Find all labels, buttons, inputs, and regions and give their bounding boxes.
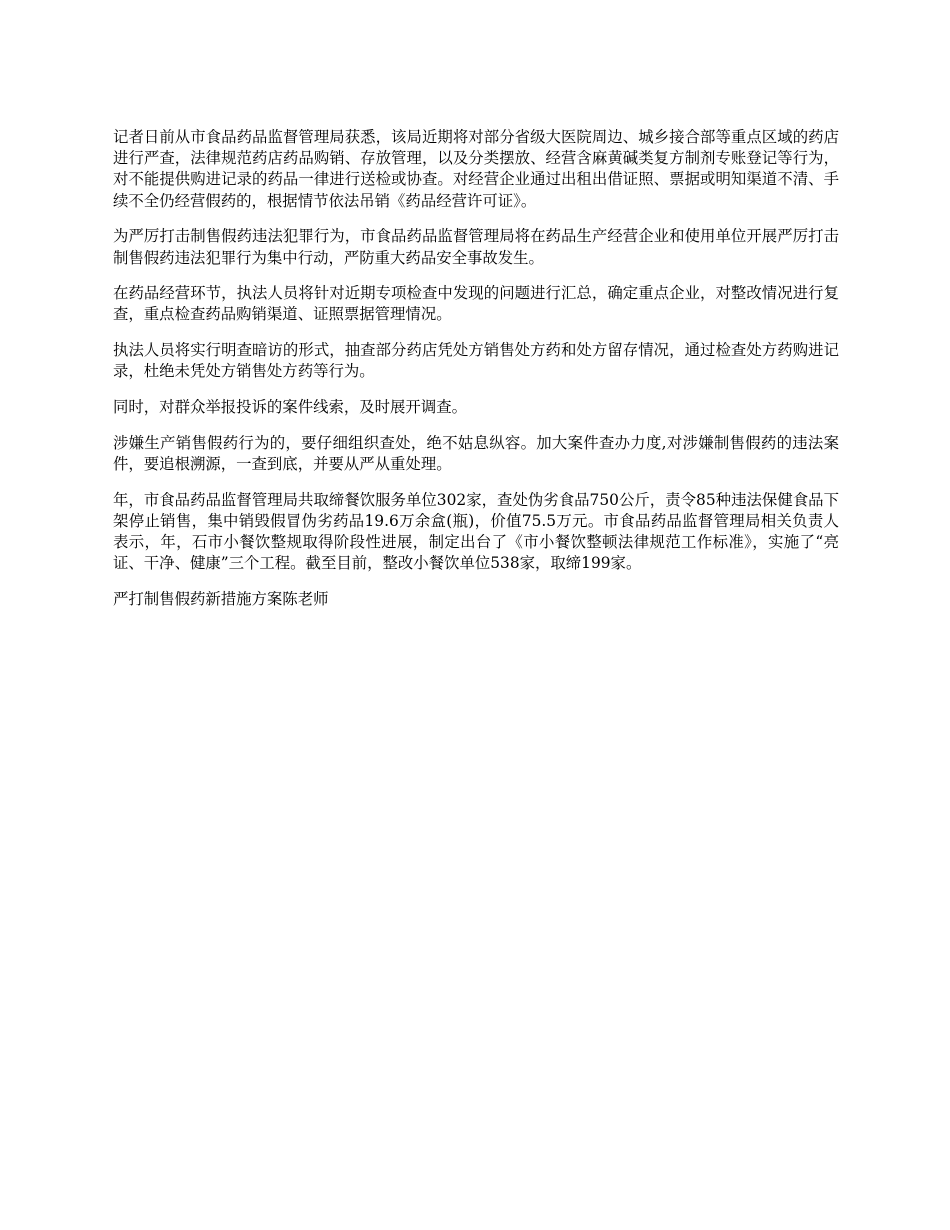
paragraph-2: 为严厉打击制售假药违法犯罪行为，市食品药品监督管理局将在药品生产经营企业和使用单位开展严厉打击制售假药违法犯罪行为集中行动，严防重大药品安全事故发生。 [113,227,839,267]
paragraph-7: 年，市食品药品监督管理局共取缔餐饮服务单位302家，查处伪劣食品750公斤，责令85种违法保健食品下架停止销售，集中销毁假冒伪劣药品19.6万余盒(瓶)，价值75.5万元。市食品药品监督管理局相关负责人表示，年，石市小餐饮整规取得阶段性进展，制定出台了《市小餐饮整顿法律规范工作标准》，实施了“亮证、干净、健康”三个工程。截至目前，整改小餐饮单位538家，取缔199家。 [113,490,839,573]
paragraph-3: 在药品经营环节，执法人员将针对近期专项检查中发现的问题进行汇总，确定重点企业，对整改情况进行复查，重点检查药品购销渠道、证照票据管理情况。 [113,284,839,324]
document-body [113,127,839,625]
paragraph-1: 记者日前从市食品药品监督管理局获悉，该局近期将对部分省级大医院周边、城乡接合部等重点区域的药店进行严查，法律规范药店药品购销、存放管理，以及分类摆放、经营含麻黄碱类复方制剂专账登记等行为，对不能提供购进记录的药品一律进行送检或协查。对经营企业通过出租出借证照、票据或明知渠道不清、手续不全仍经营假药的，根据情节依法吊销《药品经营许可证》。 [113,128,839,210]
paragraph-4: 执法人员将实行明查暗访的形式，抽查部分药店凭处方销售处方药和处方留存情况，通过检查处方药购进记录，杜绝未凭处方销售处方药等行为。 [113,341,839,381]
paragraph-5: 同时，对群众举报投诉的案件线索，及时展开调查。 [113,398,467,417]
paragraph-6: 涉嫌生产销售假药行为的，要仔细组织查处，绝不姑息纵容。加大案件查办力度,对涉嫌制售假药的违法案件，要追根溯源，一查到底，并要从严从重处理。 [113,433,839,473]
paragraph-8-footer: 严打制售假药新措施方案陈老师 [113,589,329,608]
